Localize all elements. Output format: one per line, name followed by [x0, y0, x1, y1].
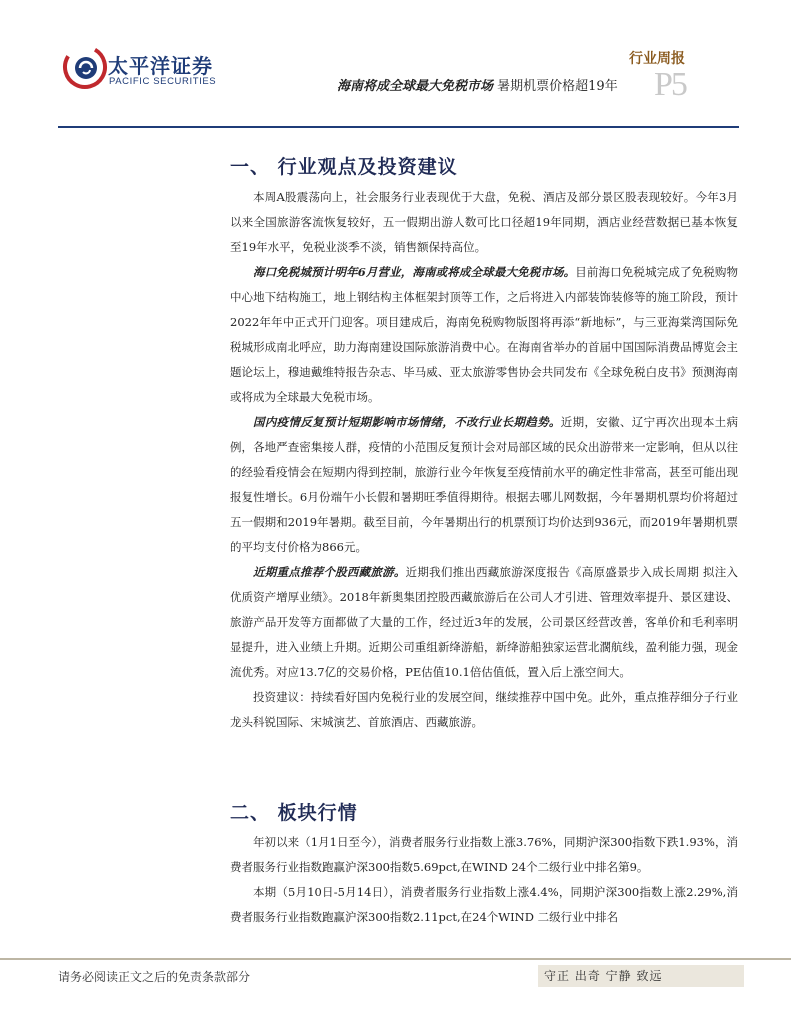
paragraph-haikou-duty-free	[230, 260, 738, 410]
logo-english-name: PACIFIC SECURITIES	[109, 76, 217, 87]
footer-divider	[0, 958, 791, 960]
page-number: P5	[654, 66, 686, 103]
footer-disclaimer: 请务必阅读正文之后的免责条款部分	[58, 970, 251, 984]
paragraph-epidemic-impact	[230, 410, 738, 560]
paragraph-text: 近期我们推出西藏旅游深度报告《高原盛景步入成长周期 拟注入优质资产增厚业绩》。2018年新奥集团控股西藏旅游后在公司人才引进、管理效率提升、景区建设、旅游产品开发等方面都做了大量的工作，经过近3年的发展，公司景区经营改善，客单价和毛利率明显提升，进入业绩上升期。近期公司重组新绛游船，新绛游船独家运营北濶航线，盈利能力强，现金流优秀。对应13.7亿的交易价格，PE估值10.1倍估值低，置入后上涨空间大。	[230, 565, 738, 679]
paragraph-investment-advice: 投资建议：持续看好国内免税行业的发展空间，继续推荐中国中免。此外，重点推荐细分子行业龙头科锐国际、宋城演艺、首旅酒店、西藏旅游。	[230, 690, 738, 729]
pacific-securities-logo-icon	[62, 44, 108, 90]
report-title-sub: 暑期机票价格超19年	[493, 79, 618, 94]
report-title	[337, 75, 618, 94]
paragraph-text: 近期，安徽、辽宁再次出现本土病例，各地严查密集接人群，疫情的小范围反复预计会对局部区域的民众出游带来一定影响，但从以往的经验看疫情会在短期内得到控制，旅游行业今年恢复至疫情前水平的确定性非常高，甚至可能出现报复性增长。6月份端午小长假和暑期旺季值得期待。根据去哪儿网数据，今年暑期机票均价将超过五一假期和2019年暑期。截至目前，今年暑期出行的机票预订均价达到936元，而2019年暑期机票的平均支付价格为866元。	[230, 415, 739, 554]
paragraph-lead: 国内疫情反复预计短期影响市场情绪，不改行业长期趋势。	[253, 415, 561, 429]
paragraph-market-overview: 本周A股震荡向上，社会服务行业表现优于大盘，免税、酒店及部分景区股表现较好。今年3月以来全国旅游客流恢复较好，五一假期出游人数可比口径超19年同期，酒店业经营数据已基本恢复至19年水平，免税业淡季不淡，销售额保持高位。	[230, 190, 738, 254]
paragraph-lead: 海口免税城预计明年6月营业，海南或将成全球最大免税市场。	[253, 265, 576, 279]
paragraph-tibet-tourism	[230, 560, 738, 685]
header-divider	[58, 126, 739, 128]
logo-chinese-name: 太平洋证券	[108, 54, 213, 78]
company-logo	[62, 44, 217, 96]
section-body-industry-view	[230, 185, 738, 735]
section-heading-sector-market: 二、 板块行情	[230, 802, 358, 824]
footer-motto: 守正 出奇 宁静 致远	[538, 965, 744, 987]
paragraph-weekly-performance: 本期（5月10日-5月14日），消费者服务行业指数上涨4.4%，同期沪深300指数上涨2.29%,消费者服务行业指数跑赢沪深300指数2.11pct,在24个WIND 二级行业中排名	[230, 885, 738, 924]
paragraph-text: 目前海口免税城完成了免税购物中心地下结构施工，地上钢结构主体框架封顶等工作，之后将进入内部装饰装修等的施工阶段，预计2022年年中正式开门迎客。项目建成后，海南免税购物版图将再添“新地标”，与三亚海棠湾国际免税城形成南北呼应，助力海南建设国际旅游消费中心。在海南省举办的首届中国国际消费品博览会主题论坛上，穆迪戴维特报告杂志、毕马威、亚太旅游零售协会共同发布《全球免税白皮书》预测海南或将成为全球最大免税市场。	[230, 265, 739, 404]
paragraph-ytd-performance: 年初以来（1月1日至今），消费者服务行业指数上涨3.76%，同期沪深300指数下跌1.93%，消费者服务行业指数跑赢沪深300指数5.69pct,在WIND 24个二级行业中排名第9。	[230, 835, 738, 874]
section-body-sector-market	[230, 830, 738, 930]
report-type-label: 行业周报	[629, 51, 685, 67]
paragraph-lead: 近期重点推荐个股西藏旅游。	[253, 565, 406, 579]
report-title-main: 海南将成全球最大免税市场	[337, 79, 494, 94]
section-heading-industry-view: 一、 行业观点及投资建议	[230, 156, 458, 178]
